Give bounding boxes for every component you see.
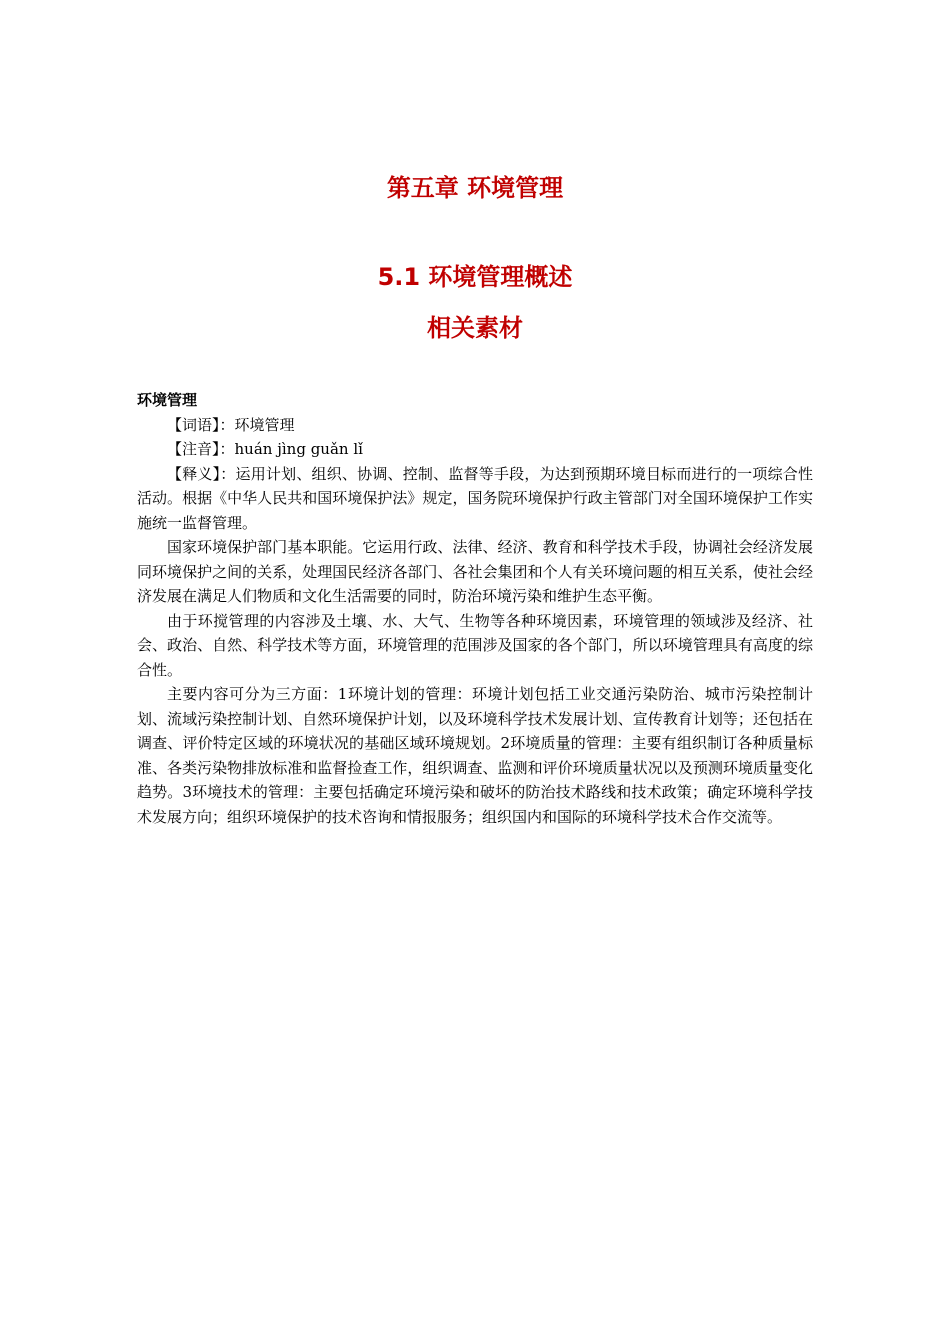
chapter-title: 第五章 环境管理 — [386, 174, 564, 202]
term-pinyin-value: huán jìng guǎn lǐ — [234, 440, 363, 458]
term-pinyin-label: 【注音】： — [167, 440, 235, 458]
section-title: 5.1 环境管理概述 — [377, 263, 573, 291]
term-word-line — [137, 413, 813, 438]
term-pinyin-line — [137, 437, 813, 462]
body-paragraph-contents: 主要内容可分为三方面：1环境计划的管理：环境计划包括工业交通污染防治、城市污染控制计划、流域污染控制计划、自然环境保护计划，以及环境科学技术发展计划、宣传教育计划等；还包括在调查、评价特定区域的环境状况的基础区域环境规划。2环境质量的管理：主要有组织制订各种质量标准、各类污染物排放标准和监督捡查工作，组织调查、监测和评价环境质量状况以及预测环境质量变化趋势。3环境技术的管理：主要包括确定环境污染和破坏的防治技术路线和技术政策；确定环境科学技术发展方向；组织环境保护的技术咨询和情报服务；组织国内和国际的环境科学技术合作交流等。 — [137, 685, 813, 826]
term-word-label: 【词语】： — [167, 415, 235, 434]
document-body — [137, 388, 813, 829]
materials-title: 相关素材 — [427, 314, 523, 342]
body-paragraph-functions: 国家环境保护部门基本职能。它运用行政、法律、经济、教育和科学技术手段，协调社会经济发展同环境保护之间的关系，处理国民经济各部门、各社会集团和个人有关环境问题的相互关系，使社会经济发展在满足人们物质和文化生活需要的同时，防治环境污染和维护生态平衡。 — [137, 538, 813, 605]
term-heading: 环境管理 — [137, 391, 198, 409]
term-meaning-value: 运用计划、组织、协调、控制、监督等手段，为达到预期环境目标而进行的一项综合性活动。根据《中华人民共和国环境保护法》规定，国务院环境保护行政主管部门对全国环境保护工作实施统一监督管理。 — [137, 464, 813, 532]
term-meaning-line — [137, 462, 813, 536]
term-word-value: 环境管理 — [234, 415, 295, 434]
term-meaning-label: 【释义】： — [167, 464, 236, 483]
body-paragraph-scope: 由于环搅管理的内容涉及土壤、水、大气、生物等各种环境因素，环境管理的领域涉及经济、社会、政治、自然、科学技术等方面，环境管理的范围涉及国家的各个部门，所以环境管理具有高度的综合性。 — [137, 611, 813, 679]
